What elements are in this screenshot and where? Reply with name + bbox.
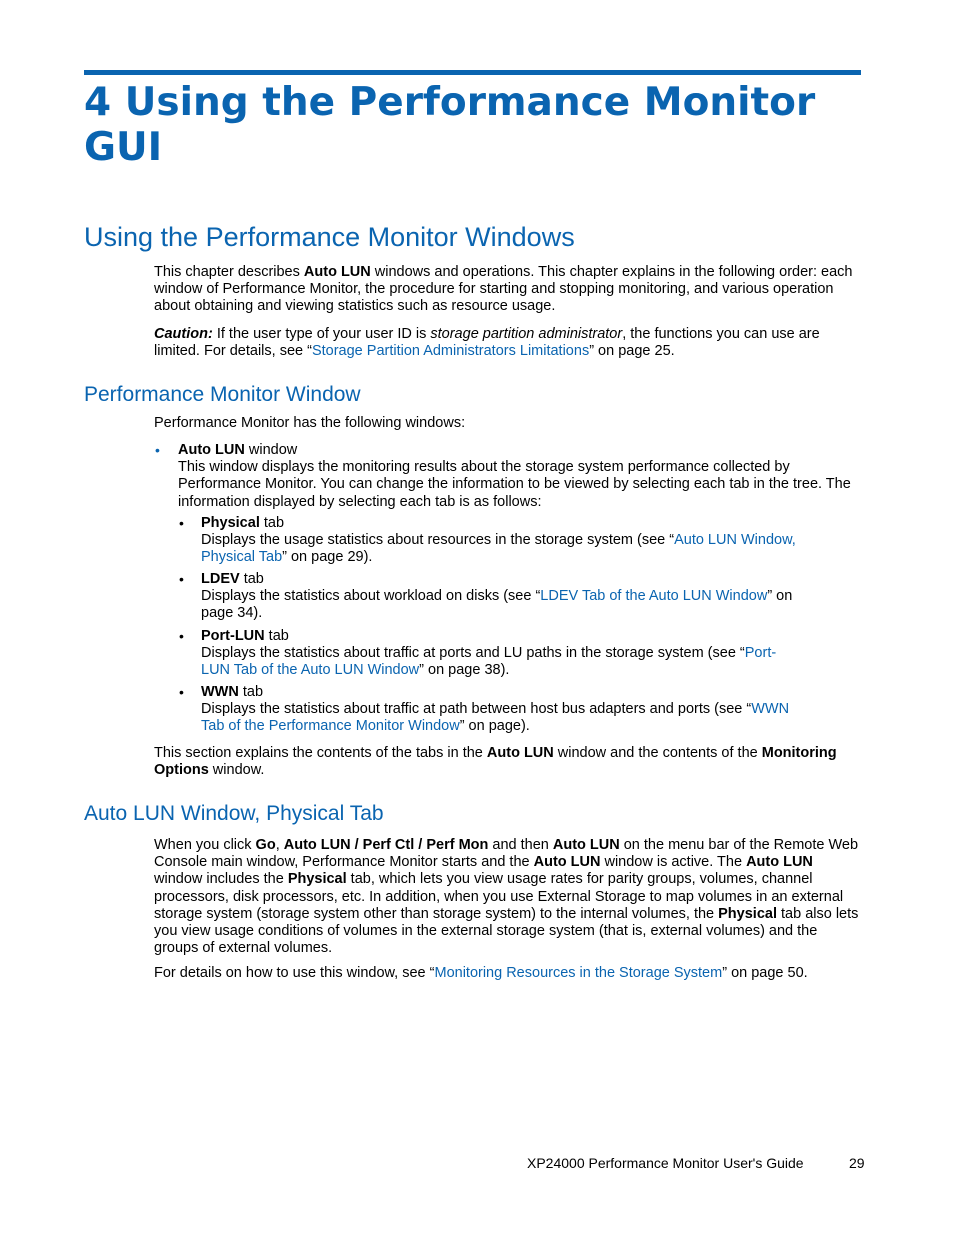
footer-guide-title: XP24000 Performance Monitor User's Guide: [527, 1155, 804, 1171]
section1-intro: [154, 264, 859, 316]
tab-list-item: [201, 684, 801, 736]
text-run: This chapter describes: [154, 264, 304, 280]
text-run: ” on page 25.: [589, 342, 675, 359]
sub-bullet-icon: •: [179, 571, 184, 587]
text-run: This section explains the contents of the tabs in the: [154, 745, 487, 761]
details-para: [154, 965, 859, 982]
text-run: ” on page 29).: [282, 549, 373, 566]
bold-term: Auto LUN / Perf Ctl / Perf Mon: [283, 837, 489, 853]
caution-label: Caution:: [154, 325, 213, 342]
tab-desc: [201, 588, 801, 622]
cross-reference-link[interactable]: LDEV Tab of the Auto LUN Window: [540, 588, 768, 605]
text-run: tab: [239, 571, 264, 587]
bold-term: Auto LUN: [533, 854, 601, 871]
text-run: tab, which lets you view usage rates for parity groups, volumes, channel processors, disk processors, etc. In addition, when you use External Storage to map volumes in an external storage system (storage system other than storage system) to the internal volumes, the: [154, 871, 844, 922]
text-run: tab: [264, 628, 289, 644]
text-run: , the functions you can use are limited. For details, see “: [154, 325, 820, 359]
text-run: For details on how to use this window, see “: [154, 965, 435, 982]
section-heading-pm-window: Performance Monitor Window: [84, 383, 361, 406]
chapter-rule: [84, 70, 861, 75]
bold-term: WWN: [201, 684, 239, 700]
cross-reference-link[interactable]: Port-LUN Tab of the Auto LUN Window: [201, 645, 777, 679]
section1-body: [154, 264, 859, 360]
bold-term: Physical: [201, 515, 260, 531]
tab-list-item: [201, 515, 801, 567]
bold-term: Physical: [718, 905, 777, 922]
bold-term: LDEV: [201, 571, 240, 587]
chapter-title: 4 Using the Performance Monitor GUI: [84, 80, 816, 170]
cross-reference-link[interactable]: Auto LUN Window, Physical Tab: [201, 532, 796, 566]
text-run: window includes the: [154, 871, 288, 888]
text-run: ” on page).: [459, 718, 530, 735]
caution-note: [154, 326, 859, 360]
bold-term: Auto LUN: [552, 837, 620, 853]
cross-reference-link[interactable]: Storage Partition Administrators Limitations: [311, 342, 590, 359]
cross-reference-link[interactable]: Monitoring Resources in the Storage System: [434, 965, 723, 982]
tab-label: [201, 628, 801, 645]
text-run: ” on page 34).: [201, 588, 793, 622]
footer-page-number: 29: [849, 1155, 865, 1171]
section2-closing: [154, 745, 859, 779]
bold-term: Port-LUN: [201, 628, 265, 644]
sub-bullet-icon: •: [179, 628, 184, 644]
text-run: Displays the statistics about traffic at path between host bus adapters and ports (see “: [201, 701, 752, 718]
bullet-icon: •: [155, 442, 160, 458]
tab-label: [201, 515, 801, 532]
text-run: When you click: [154, 837, 256, 853]
bold-term: Go: [255, 837, 276, 853]
bold-term: Auto LUN: [486, 745, 554, 761]
cross-reference-link[interactable]: WWN Tab of the Performance Monitor Window: [201, 701, 790, 735]
bold-term: Auto LUN: [303, 264, 371, 280]
text-run: tab: [238, 684, 264, 700]
sub-bullet-icon: •: [179, 684, 184, 700]
bold-term: Auto LUN: [746, 854, 813, 871]
item-desc: This window displays the monitoring results about the storage system performance collected by Performance Monitor. You can change the information to be viewed by selecting each tab in the tree. The information displayed by selecting each tab is as follows:: [178, 459, 851, 510]
text-run: tab: [259, 515, 285, 531]
section3-body: [154, 837, 859, 983]
section-heading-physical-tab: Auto LUN Window, Physical Tab: [84, 802, 384, 825]
text-run: ” on page 38).: [419, 662, 510, 679]
italic-term: storage partition administrator: [430, 325, 623, 342]
auto-lun-window-item: [178, 442, 858, 511]
text-run: Displays the statistics about traffic at ports and LU paths in the storage system (see “: [201, 645, 745, 662]
tab-desc: [201, 532, 801, 566]
text-run: Displays the statistics about workload on disks (see “: [201, 588, 541, 605]
text-run: windows and operations. This chapter explains in the following order: each window of Performance Monitor, the procedure for starting and stopping monitoring, and various operation about obtaining and viewing statistics such as resource usage.: [154, 264, 853, 315]
tab-desc: [201, 645, 801, 679]
bold-term: Monitoring Options: [154, 745, 837, 779]
bold-term: Auto LUN: [178, 442, 245, 458]
physical-tab-para: [154, 837, 859, 957]
section-heading-windows: Using the Performance Monitor Windows: [84, 222, 575, 252]
section2-intro: Performance Monitor has the following windows:: [154, 415, 466, 431]
text-run: ” on page 50.: [722, 965, 808, 982]
text-run: window is active. The: [600, 854, 747, 871]
text-run: tab also lets you view usage conditions of volumes in the external storage system (that is, external volumes) and the groups of external volumes.: [154, 905, 859, 957]
text-run: window.: [208, 762, 265, 779]
sub-bullet-icon: •: [179, 515, 184, 531]
tab-desc: [201, 701, 801, 735]
tab-label: [201, 571, 801, 588]
text-run: Displays the usage statistics about resources in the storage system (see “: [201, 532, 675, 549]
text-run: and then: [488, 837, 553, 853]
tab-list-item: [201, 628, 801, 680]
text-run: window: [244, 442, 298, 458]
bold-term: Physical: [287, 871, 347, 888]
tab-label: [201, 684, 801, 701]
text-run: ,: [275, 837, 284, 853]
text-run: If the user type of your user ID is: [212, 325, 431, 342]
tab-list-item: [201, 571, 801, 623]
item-label: [178, 442, 858, 459]
text-run: window and the contents of the: [553, 745, 762, 761]
text-run: on the menu bar of the Remote Web Console main window, Performance Monitor starts and the: [154, 837, 859, 871]
